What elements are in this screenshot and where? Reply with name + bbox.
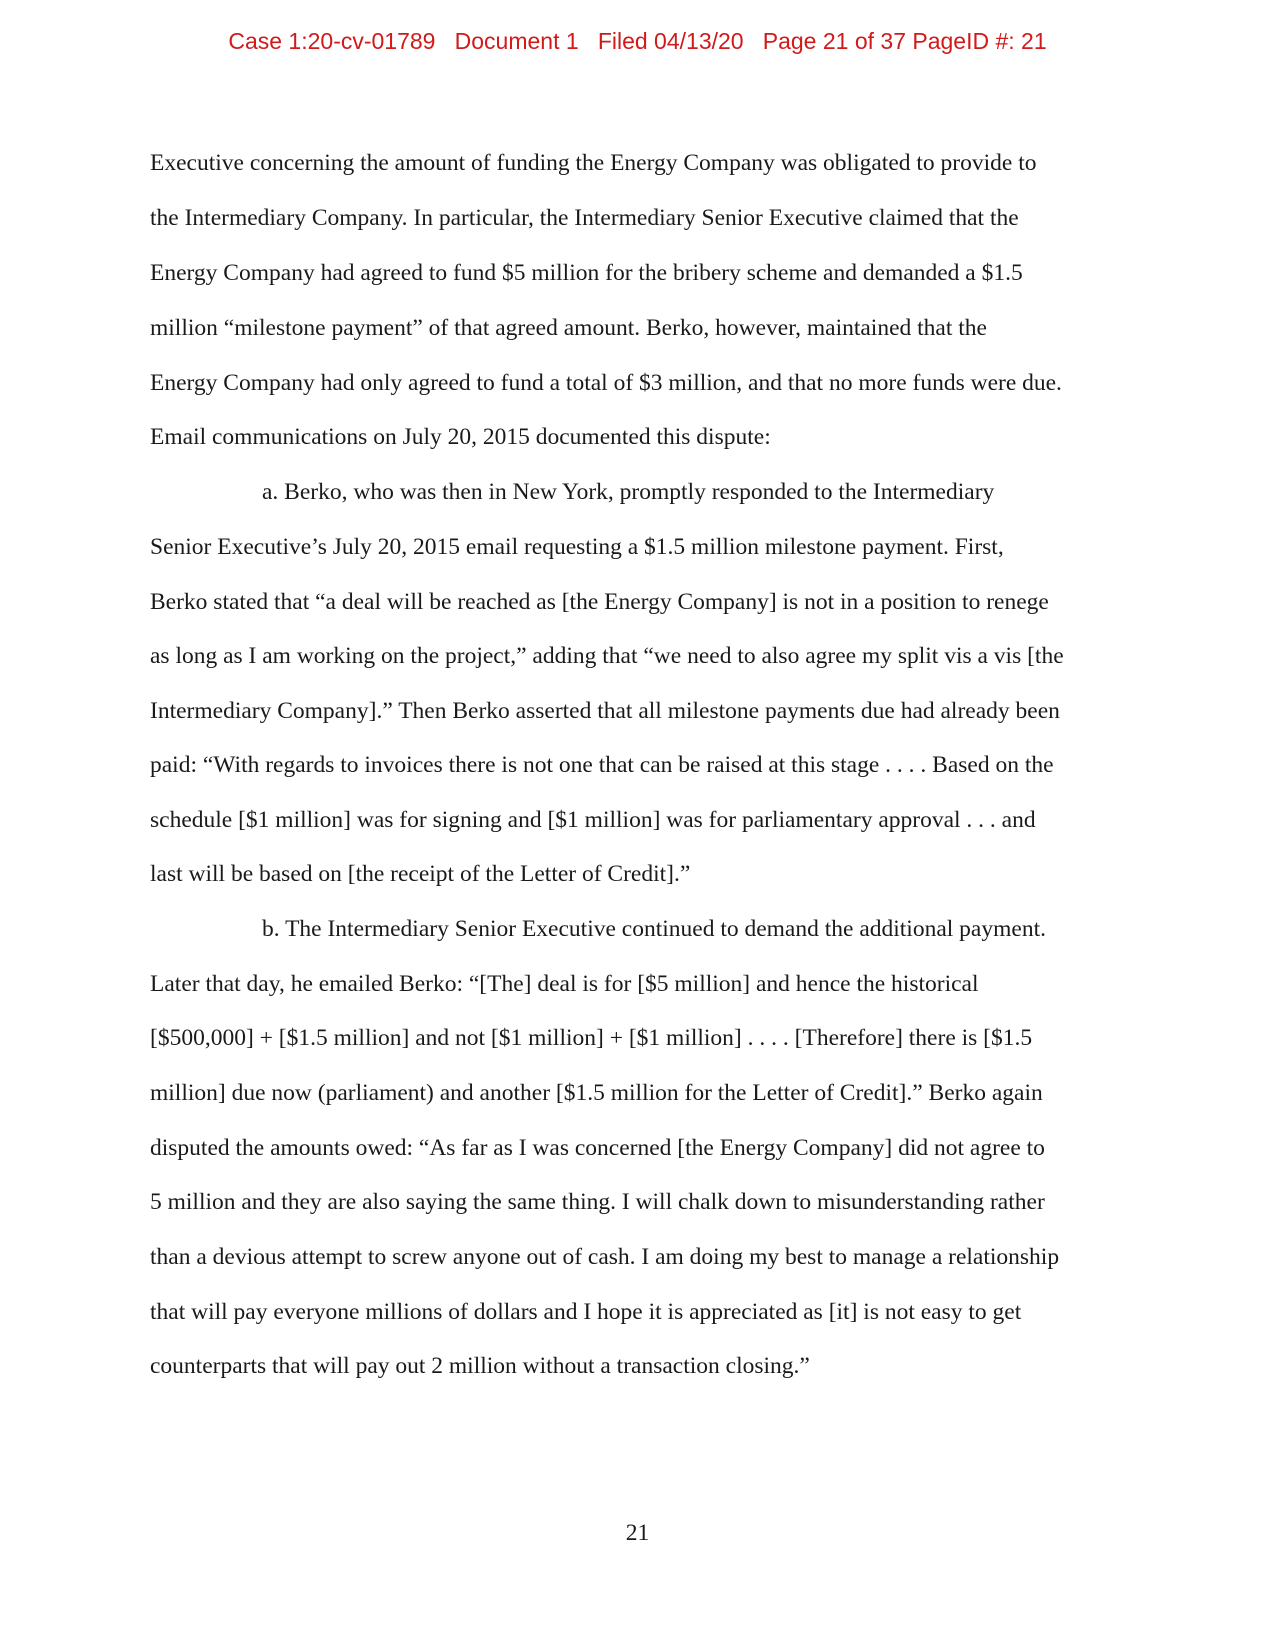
body-line: Intermediary Company].” Then Berko asserted that all milestone payments due had already been [150,698,1060,724]
body-line: the Intermediary Company. In particular, the Intermediary Senior Executive claimed that the [150,205,1019,231]
body-line: Senior Executive’s July 20, 2015 email requesting a $1.5 million milestone payment. First, [150,534,1004,560]
body-line: that will pay everyone millions of dollars and I hope it is appreciated as [it] is not easy to get [150,1299,1022,1325]
body-line: last will be based on [the receipt of the Letter of Credit].” [150,861,691,887]
body-line: Energy Company had agreed to fund $5 million for the bribery scheme and demanded a $1.5 [150,260,1023,286]
body-line: counterparts that will pay out 2 million without a transaction closing.” [150,1353,810,1379]
body-line: 5 million and they are also saying the same thing. I will chalk down to misunderstanding rather [150,1189,1045,1215]
case-header-stamp: Case 1:20-cv-01789 Document 1 Filed 04/13/20 Page 21 of 37 PageID #: 21 [228,28,1047,54]
body-line: paid: “With regards to invoices there is not one that can be raised at this stage . . . . Based on the [150,752,1054,778]
body-line: [$500,000] + [$1.5 million] and not [$1 million] + [$1 million] . . . . [Therefore] there is [$1.5 [150,1025,1033,1051]
body-line: Later that day, he emailed Berko: “[The] deal is for [$5 million] and hence the historical [150,971,979,997]
page-number: 21 [625,1520,650,1546]
body-line: Executive concerning the amount of funding the Energy Company was obligated to provide to [150,150,1037,176]
paragraph-b-first-line: b. The Intermediary Senior Executive continued to demand the additional payment. [262,916,1046,942]
body-line: Berko stated that “a deal will be reached as [the Energy Company] is not in a position to renege [150,589,1049,615]
paragraph-a-first-line: a. Berko, who was then in New York, promptly responded to the Intermediary [262,479,995,505]
body-line: schedule [$1 million] was for signing and [$1 million] was for parliamentary approval . . . and [150,807,1036,833]
body-line: than a devious attempt to screw anyone out of cash. I am doing my best to manage a relationship [150,1244,1060,1270]
body-line: million] due now (parliament) and another [$1.5 million for the Letter of Credit].” Berko again [150,1080,1043,1106]
body-line: million “milestone payment” of that agreed amount. Berko, however, maintained that the [150,315,987,341]
body-line: Energy Company had only agreed to fund a total of $3 million, and that no more funds were due. [150,370,1062,396]
body-line: disputed the amounts owed: “As far as I was concerned [the Energy Company] did not agree to [150,1135,1045,1161]
body-line: as long as I am working on the project,” adding that “we need to also agree my split vis a vis [the [150,643,1064,669]
body-line: Email communications on July 20, 2015 documented this dispute: [150,424,771,450]
